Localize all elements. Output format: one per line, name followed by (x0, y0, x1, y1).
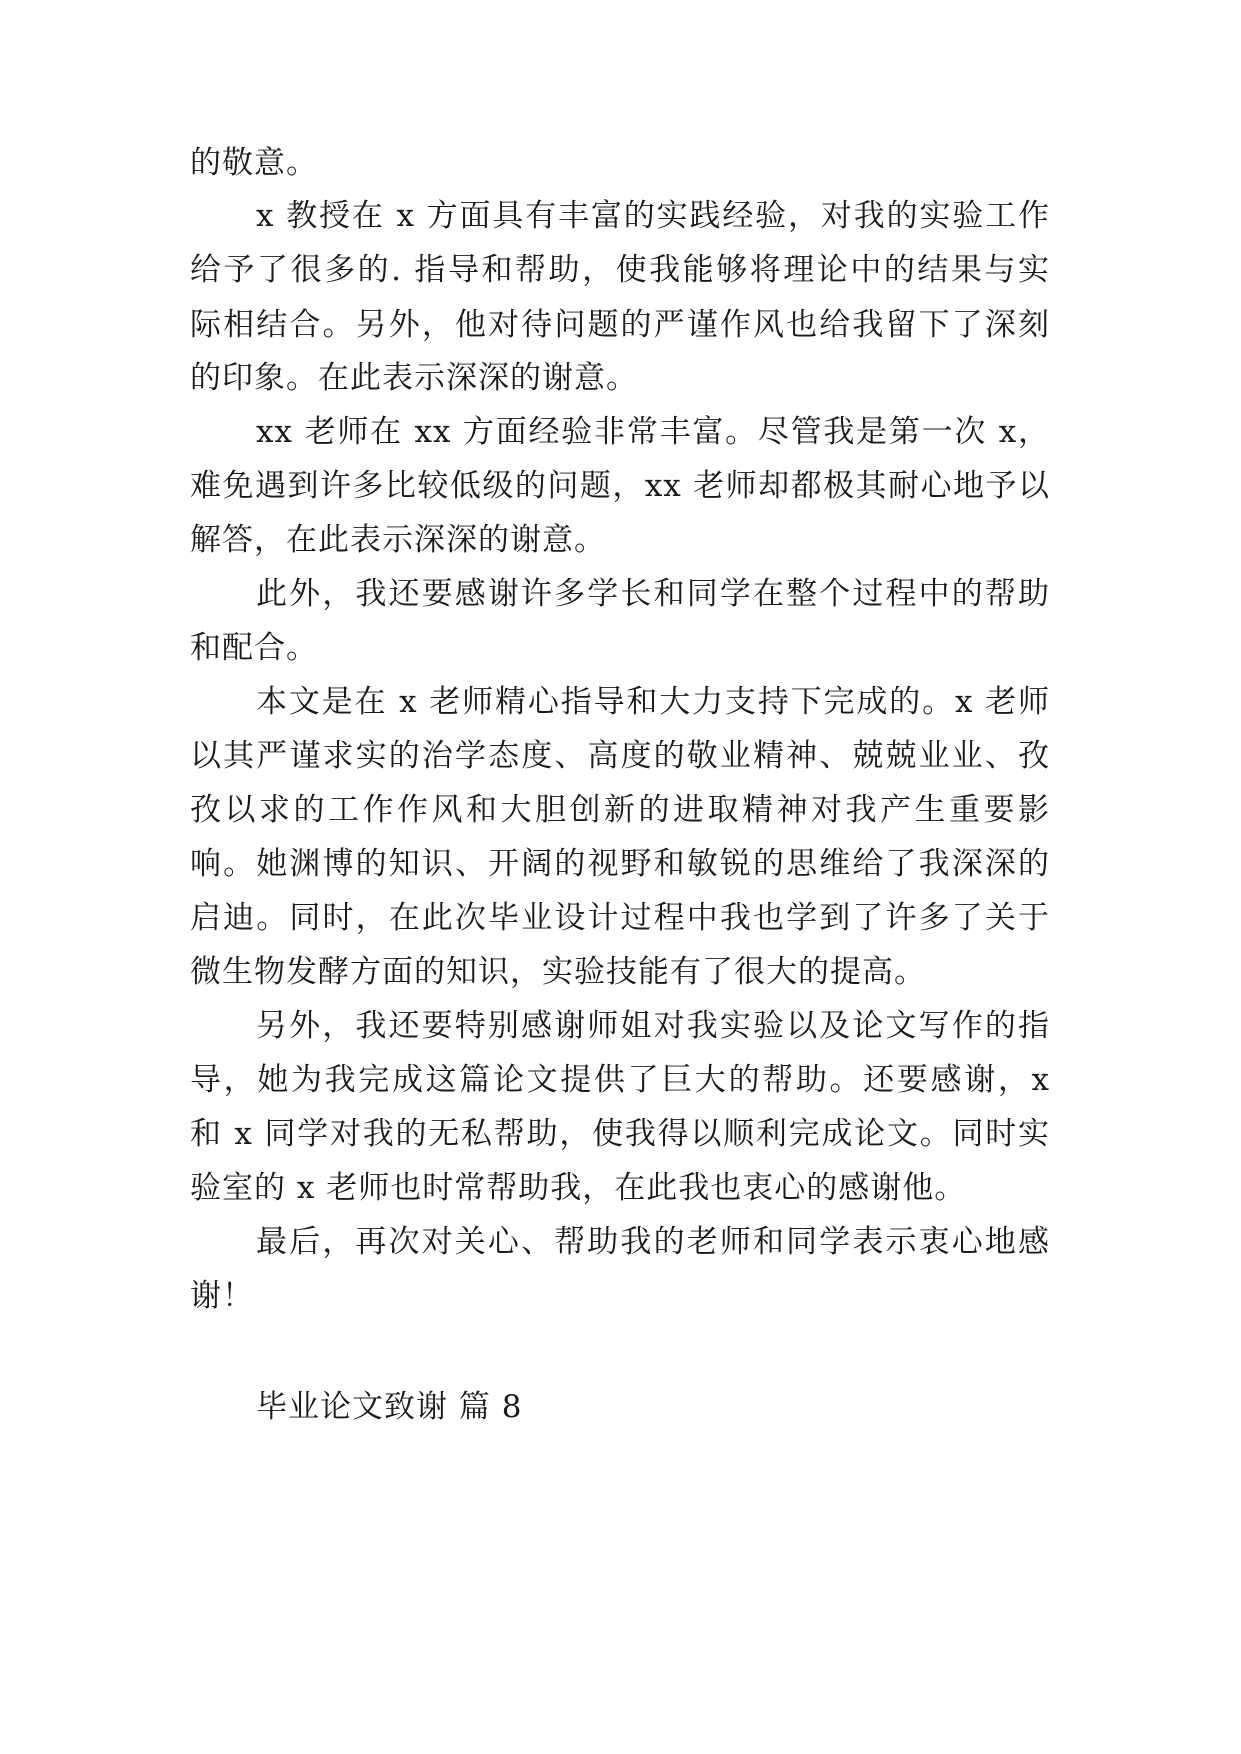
paragraph-line: 谢！ (190, 1278, 254, 1314)
paragraph-line: 和 x 同学对我的无私帮助，使我得以顺利完成论文。同时实 (190, 1116, 1050, 1152)
paragraph-line: 此外，我还要感谢许多学长和同学在整个过程中的帮助 (256, 576, 1050, 612)
paragraph-line: 的印象。在此表示深深的谢意。 (190, 360, 638, 396)
paragraph-line: 的敬意。 (190, 145, 318, 181)
paragraph-line: 本文是在 x 老师精心指导和大力支持下完成的。x 老师 (256, 684, 1050, 720)
paragraph-line: 解答，在此表示深深的谢意。 (190, 522, 606, 558)
paragraph-line: 另外，我还要特别感谢师姐对我实验以及论文写作的指 (256, 1008, 1050, 1044)
paragraph-line: 验室的 x 老师也时常帮助我，在此我也衷心的感谢他。 (190, 1170, 967, 1206)
paragraph-line: x 教授在 x 方面具有丰富的实践经验，对我的实验工作 (256, 198, 1050, 234)
paragraph-line: 以其严谨求实的治学态度、高度的敬业精神、兢兢业业、孜 (190, 738, 1050, 774)
paragraph-line: xx 老师在 xx 方面经验非常丰富。尽管我是第一次 x， (256, 414, 1050, 450)
paragraph-line: 际相结合。另外，他对待问题的严谨作风也给我留下了深刻 (190, 307, 1050, 343)
paragraph-line: 响。她渊博的知识、开阔的视野和敏锐的思维给了我深深的 (190, 846, 1050, 882)
paragraph-line: 孜以求的工作作风和大胆创新的进取精神对我产生重要影 (190, 792, 1050, 828)
paragraph-line: 和配合。 (190, 630, 318, 666)
paragraph-line: 最后，再次对关心、帮助我的老师和同学表示衷心地感 (256, 1224, 1050, 1260)
paragraph-line: 导，她为我完成这篇论文提供了巨大的帮助。还要感谢，x (190, 1062, 1050, 1098)
paragraph-line: 启迪。同时，在此次毕业设计过程中我也学到了许多了关于 (190, 900, 1050, 936)
paragraph-line: 难免遇到许多比较低级的问题，xx 老师却都极其耐心地予以 (190, 468, 1050, 504)
paragraph-line: 给予了很多的. 指导和帮助，使我能够将理论中的结果与实 (190, 252, 1050, 288)
section-heading: 毕业论文致谢 篇 8 (256, 1389, 523, 1425)
paragraph-line: 微生物发酵方面的知识，实验技能有了很大的提高。 (190, 954, 926, 990)
